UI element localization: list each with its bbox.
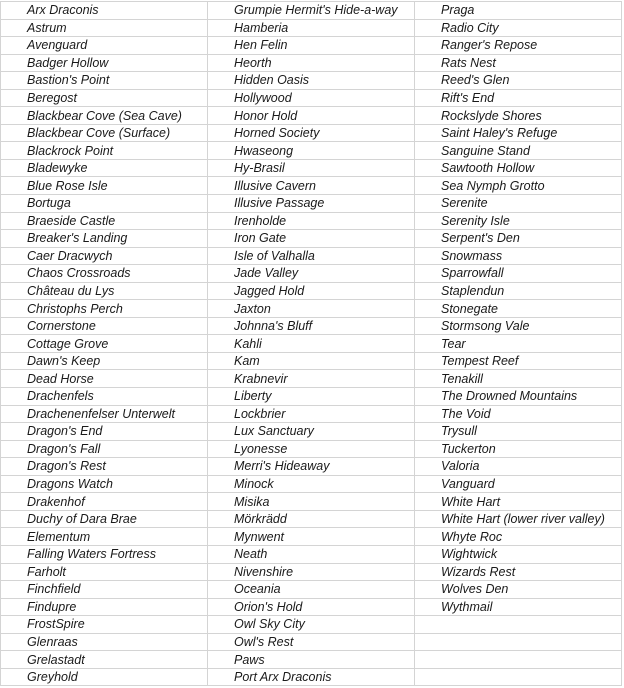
table-cell[interactable]: Falling Waters Fortress [1,545,208,563]
table-cell[interactable]: Dead Horse [1,370,208,388]
table-cell[interactable]: White Hart [415,493,622,511]
table-cell[interactable]: Avenguard [1,37,208,55]
table-row [1,282,622,300]
table-cell[interactable]: Sparrowfall [415,265,622,283]
table-row [1,19,622,37]
table-cell[interactable]: Sea Nymph Grotto [415,177,622,195]
table-cell[interactable]: Drachenenfelser Unterwelt [1,405,208,423]
table-cell[interactable]: Breaker's Landing [1,230,208,248]
table-cell[interactable]: The Void [415,405,622,423]
table-cell[interactable]: Tuckerton [415,440,622,458]
table-cell[interactable]: Misika [208,493,415,511]
table-cell[interactable]: Lyonesse [208,440,415,458]
table-cell[interactable]: Honor Hold [208,107,415,125]
table-cell[interactable]: Blackrock Point [1,142,208,160]
table-row [1,335,622,353]
table-row [1,89,622,107]
table-cell[interactable]: Port Arx Draconis [208,668,415,686]
table-row [1,598,622,616]
table-row [1,563,622,581]
table-row [1,124,622,142]
table-cell[interactable]: Hidden Oasis [208,72,415,90]
table-row [1,142,622,160]
table-cell[interactable]: Jade Valley [208,265,415,283]
table-cell[interactable]: Neath [208,545,415,563]
table-cell[interactable]: Jaxton [208,300,415,318]
table-cell[interactable]: Blue Rose Isle [1,177,208,195]
table-row [1,493,622,511]
table-cell[interactable]: Findupre [1,598,208,616]
table-cell[interactable]: Caer Dracwych [1,247,208,265]
table-cell[interactable]: Blackbear Cove (Sea Cave) [1,107,208,125]
table-cell[interactable]: Minock [208,475,415,493]
table-cell[interactable]: Merri's Hideaway [208,458,415,476]
table-cell[interactable]: Kahli [208,335,415,353]
table-cell[interactable]: Wythmail [415,598,622,616]
table-row [1,107,622,125]
table-cell[interactable]: Astrum [1,19,208,37]
table-cell[interactable]: Drachenfels [1,388,208,406]
table-cell[interactable]: Praga [415,2,622,20]
table-cell[interactable]: Beregost [1,89,208,107]
table-cell[interactable]: Dawn's Keep [1,352,208,370]
table-cell[interactable]: Stonegate [415,300,622,318]
table-cell[interactable]: Rift's End [415,89,622,107]
table-cell[interactable]: Irenholde [208,212,415,230]
table-cell[interactable]: Greyhold [1,668,208,686]
table-row [1,633,622,651]
table-cell[interactable]: Christophs Perch [1,300,208,318]
table-cell[interactable]: Serenity Isle [415,212,622,230]
table-cell[interactable]: Valoria [415,458,622,476]
table-cell[interactable]: Hamberia [208,19,415,37]
table-cell[interactable]: Staplendun [415,282,622,300]
table-row [1,581,622,599]
table-cell[interactable]: Rockslyde Shores [415,107,622,125]
table-cell[interactable]: Paws [208,651,415,669]
table-row [1,72,622,90]
table-row [1,230,622,248]
table-row [1,651,622,669]
table-row [1,212,622,230]
table-cell[interactable]: Iron Gate [208,230,415,248]
table-row [1,37,622,55]
table-cell[interactable]: Blackbear Cove (Surface) [1,124,208,142]
table-row [1,195,622,213]
table-cell[interactable]: Wolves Den [415,581,622,599]
table-cell[interactable]: Lux Sanctuary [208,423,415,441]
table-cell[interactable]: Vanguard [415,475,622,493]
table-cell[interactable]: Drakenhof [1,493,208,511]
table-cell[interactable]: Serpent's Den [415,230,622,248]
table-cell[interactable]: Cornerstone [1,317,208,335]
table-cell[interactable]: White Hart (lower river valley) [415,510,622,528]
table-cell[interactable]: Hollywood [208,89,415,107]
table-row [1,352,622,370]
table-row [1,2,622,20]
table-cell[interactable]: Reed's Glen [415,72,622,90]
table-cell[interactable]: Kam [208,352,415,370]
table-row [1,177,622,195]
table-cell[interactable]: Cottage Grove [1,335,208,353]
place-names-table [0,1,622,686]
table-cell[interactable]: Sanguine Stand [415,142,622,160]
table-cell[interactable]: Hy-Brasil [208,159,415,177]
table-cell[interactable]: Château du Lys [1,282,208,300]
table-cell[interactable] [415,668,622,686]
table-cell[interactable]: Bastion's Point [1,72,208,90]
table-cell[interactable]: Braeside Castle [1,212,208,230]
table-cell[interactable]: Radio City [415,19,622,37]
table-row [1,668,622,686]
table-cell[interactable]: Jagged Hold [208,282,415,300]
table-cell[interactable]: Grumpie Hermit's Hide-a-way [208,2,415,20]
table-row [1,528,622,546]
table-row [1,458,622,476]
table-cell[interactable]: Owl Sky City [208,616,415,634]
table-cell[interactable]: Serenite [415,195,622,213]
table-body [1,2,622,686]
table-cell[interactable]: Farholt [1,563,208,581]
table-row [1,423,622,441]
table-cell[interactable]: Hwaseong [208,142,415,160]
table-cell[interactable] [415,651,622,669]
table-row [1,475,622,493]
table-cell[interactable]: Tenakill [415,370,622,388]
table-cell[interactable]: Hen Felin [208,37,415,55]
table-cell[interactable]: Krabnevir [208,370,415,388]
table-cell[interactable]: Rats Nest [415,54,622,72]
table-cell[interactable]: Mörkrädd [208,510,415,528]
table-cell[interactable]: Snowmass [415,247,622,265]
table-cell[interactable]: Orion's Hold [208,598,415,616]
table-row [1,370,622,388]
table-row [1,159,622,177]
table-cell[interactable]: Oceania [208,581,415,599]
table-row [1,54,622,72]
table-cell[interactable]: Dragon's End [1,423,208,441]
table-cell[interactable]: Tear [415,335,622,353]
table-cell[interactable]: Illusive Passage [208,195,415,213]
table-row [1,247,622,265]
table-cell[interactable]: Saint Haley's Refuge [415,124,622,142]
table-cell[interactable]: Dragons Watch [1,475,208,493]
table-cell[interactable]: Arx Draconis [1,2,208,20]
table-row [1,440,622,458]
table-cell[interactable]: Trysull [415,423,622,441]
table-cell[interactable]: Nivenshire [208,563,415,581]
table-cell[interactable]: Isle of Valhalla [208,247,415,265]
table-row [1,300,622,318]
table-row [1,317,622,335]
table-cell[interactable]: Elementum [1,528,208,546]
table-cell[interactable]: Lockbrier [208,405,415,423]
table-row [1,545,622,563]
table-cell[interactable]: Bladewyke [1,159,208,177]
table-cell[interactable]: Johnna's Bluff [208,317,415,335]
table-cell[interactable]: Grelastadt [1,651,208,669]
table-cell[interactable]: Liberty [208,388,415,406]
table-cell[interactable]: Bortuga [1,195,208,213]
table-cell[interactable]: Badger Hollow [1,54,208,72]
table-cell[interactable]: Ranger's Repose [415,37,622,55]
table-row [1,405,622,423]
table-row [1,265,622,283]
table-cell[interactable]: Mynwent [208,528,415,546]
table-cell[interactable]: Whyte Roc [415,528,622,546]
table-cell[interactable] [415,616,622,634]
table-cell[interactable]: Sawtooth Hollow [415,159,622,177]
table-cell[interactable]: Dragon's Fall [1,440,208,458]
table-cell[interactable]: Tempest Reef [415,352,622,370]
table-cell[interactable]: Dragon's Rest [1,458,208,476]
table-cell[interactable]: Wightwick [415,545,622,563]
table-cell[interactable]: Wizards Rest [415,563,622,581]
table-cell[interactable]: Chaos Crossroads [1,265,208,283]
table-cell[interactable]: FrostSpire [1,616,208,634]
table-row [1,616,622,634]
table-cell[interactable]: Glenraas [1,633,208,651]
table-cell[interactable]: Duchy of Dara Brae [1,510,208,528]
table-cell[interactable]: Illusive Cavern [208,177,415,195]
table-cell[interactable]: The Drowned Mountains [415,388,622,406]
table-cell[interactable]: Stormsong Vale [415,317,622,335]
table-row [1,388,622,406]
table-cell[interactable]: Owl's Rest [208,633,415,651]
table-cell[interactable]: Finchfield [1,581,208,599]
table-cell[interactable]: Heorth [208,54,415,72]
table-cell[interactable]: Horned Society [208,124,415,142]
table-row [1,510,622,528]
table-cell[interactable] [415,633,622,651]
